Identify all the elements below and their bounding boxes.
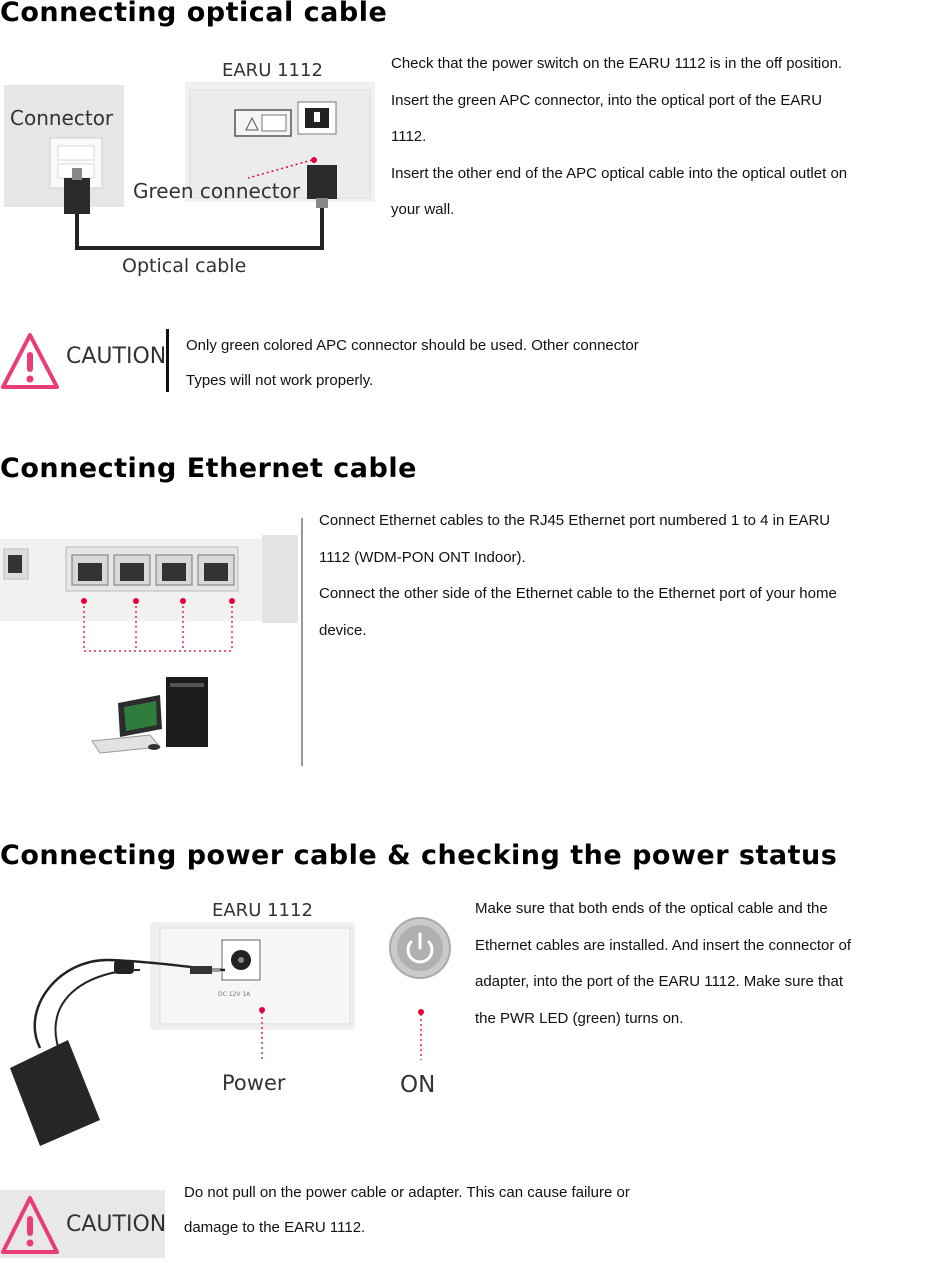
green-connector-label: Green connector — [133, 179, 301, 203]
optical-line: 1112. — [391, 128, 427, 145]
ethernet-diagram — [0, 515, 300, 765]
caution-text — [186, 328, 806, 398]
optical-model-label: EARU 1112 — [222, 60, 323, 81]
caution-box — [0, 330, 165, 394]
power-line: the PWR LED (green) turns on. — [475, 1009, 684, 1027]
power-label: Power — [222, 1071, 286, 1095]
caution-line: Types will not work properly. — [186, 372, 374, 389]
ethernet-line: 1112 (WDM-PON ONT Indoor). — [319, 548, 526, 566]
power-line: Ethernet cables are installed. And insert the connector of — [475, 936, 852, 954]
ethernet-line: Connect Ethernet cables to the RJ45 Ethernet port numbered 1 to 4 in EARU — [319, 512, 831, 529]
power-line: adapter, into the port of the EARU 1112. Make sure that — [475, 973, 843, 990]
caution-label: CAUTION — [66, 344, 167, 369]
ethernet-section-title: Connecting Ethernet cable — [0, 453, 417, 484]
ethernet-instructions — [319, 503, 928, 649]
power-figure — [0, 888, 460, 1150]
ethernet-line: device. — [319, 621, 367, 639]
optical-section-title: Connecting optical cable — [0, 0, 388, 28]
caution-box — [0, 1190, 165, 1258]
ethernet-line: Connect the other side of the Ethernet cable to the Ethernet port of your home — [319, 585, 837, 602]
ethernet-figure — [0, 515, 300, 765]
optical-line: your wall. — [391, 201, 455, 218]
caution-label: CAUTION — [66, 1212, 167, 1237]
optical-line: Insert the green APC connector, into the optical port of the EARU — [391, 91, 823, 109]
caution-line: damage to the EARU 1112. — [184, 1219, 366, 1236]
power-diagram — [0, 888, 460, 1150]
on-label: ON — [400, 1072, 436, 1098]
power-model-label: EARU 1112 — [212, 900, 313, 921]
connector-label: Connector — [10, 106, 114, 130]
power-instructions — [475, 891, 928, 1037]
optical-cable-figure — [0, 50, 380, 290]
power-line: Make sure that both ends of the optical cable and the — [475, 900, 828, 917]
caution-line: Only green colored APC connector should be used. Other connector — [186, 337, 639, 354]
caution-divider — [166, 329, 169, 392]
optical-cable-label: Optical cable — [122, 255, 247, 277]
power-section-title: Connecting power cable & checking the power status — [0, 840, 838, 871]
optical-line: Insert the other end of the APC optical cable into the optical outlet on — [391, 164, 848, 182]
ethernet-divider — [301, 518, 303, 766]
caution-text — [184, 1175, 804, 1245]
caution-line: Do not pull on the power cable or adapter. This can cause failure or — [184, 1184, 630, 1201]
power-button-icon — [390, 918, 450, 978]
computer-icon — [92, 677, 208, 753]
optical-diagram — [0, 50, 380, 290]
svg-text:DC 12V 1A: DC 12V 1A — [218, 991, 251, 998]
optical-line: Check that the power switch on the EARU 1112 is in the off position. — [391, 55, 843, 72]
optical-instructions — [391, 46, 928, 229]
